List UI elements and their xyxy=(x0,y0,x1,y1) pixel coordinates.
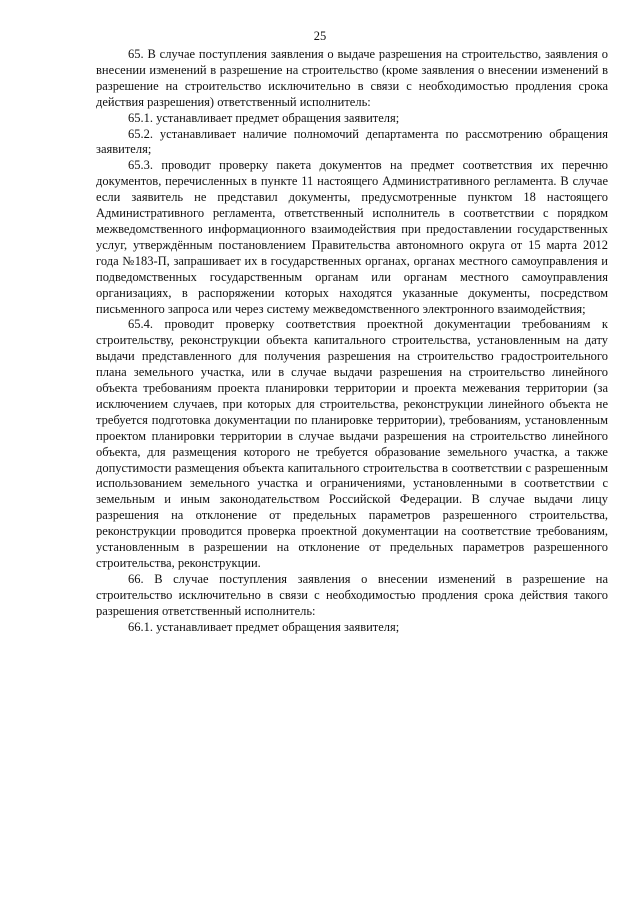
paragraph-65-2: 65.2. устанавливает наличие полномочий департамента по рассмотрению обращения заявителя; xyxy=(96,126,608,157)
paragraph-65-3: 65.3. проводит проверку пакета документов на предмет соответствия их перечню документов, перечисленных в пункте 11 настоящего Административного регламента. В случае если заявитель не представил документы, предусмотренные пунктом 18 настоящего Административного регламента, ответственный исполнитель в соответствии с порядком межведомственного информационного взаимодействия при предоставлении государственных услуг, утверждённым постановлением Правительства автономного округа от 15 марта 2012 года №183-П, запрашивает их в государственных органах, органах местного самоуправления и подведомственных государственным органам или органам местного самоуправления организациях, в распоряжении которых находятся указанные документы, посредством письменного запроса или через систему межведомственного электронного взаимодействия; xyxy=(96,158,608,316)
paragraph-65: 65. В случае поступления заявления о выдаче разрешения на строительство, заявления о внесении изменений в разрешение на строительство (кроме заявления о внесении изменений в разрешение на строительство исключительно в связи с необходимостью продления срока действия разрешения) ответственный исполнитель: xyxy=(96,47,608,109)
paragraph-66-1: 66.1. устанавливает предмет обращения заявителя; xyxy=(128,619,400,634)
paragraph-65-4: 65.4. проводит проверку соответствия проектной документации требованиям к строительству, реконструкции объекта капитального строительства, установленным на дату выдачи представленного для получения разрешения на строительство градостроительного плана земельного участка, или в случае выдачи разрешения на строительство линейного объекта требованиям проекта планировки территории и проекта межевания территории (за исключением случаев, при которых для строительства, реконструкции линейного объекта не требуется подготовка документации по планировке территории), требованиям, установленным проектом планировки территории в случае выдачи разрешения на строительство линейного объекта, для размещения которого не требуется образование земельного участка, а также допустимости размещения объекта капитального строительства в соответствии с разрешенным использованием земельного участка и ограничениями, установленными в соответствии с земельным и иным законодательством Российской Федерации. В случае выдачи лицу разрешения на отклонение от предельных параметров разрешенного строительства, реконструкции проводится проверка проектной документации на соответствие требованиям, установленным в разрешении на отклонение от предельных параметров разрешенного строительства, реконструкции. xyxy=(96,317,608,570)
page-number: 25 xyxy=(313,29,327,43)
paragraph-66: 66. В случае поступления заявления о внесении изменений в разрешение на строительство исключительно в связи с необходимостью продления срока действия такого разрешения ответственный исполнитель: xyxy=(96,571,608,618)
paragraph-65-1: 65.1. устанавливает предмет обращения заявителя; xyxy=(128,110,400,125)
document-body xyxy=(96,47,608,636)
